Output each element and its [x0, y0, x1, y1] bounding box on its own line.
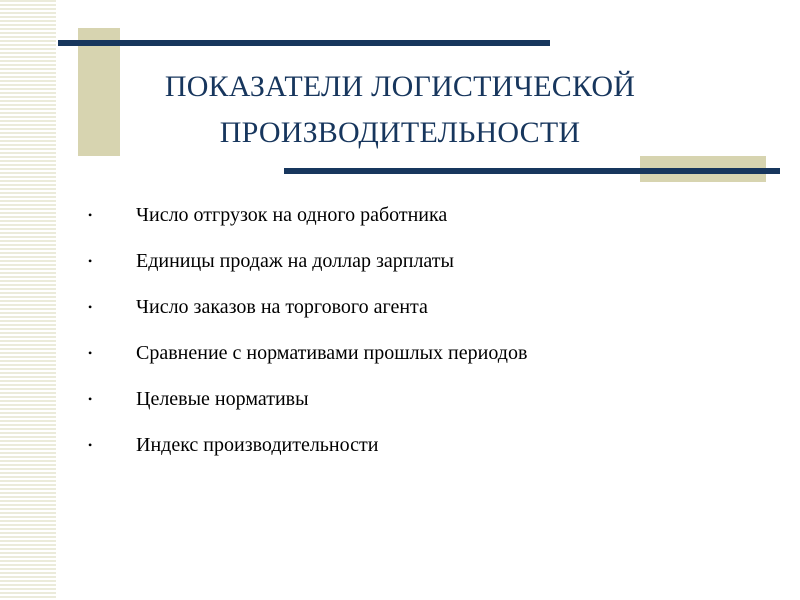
top-accent-bar	[58, 40, 550, 46]
bullet-text: Число отгрузок на одного работника	[136, 203, 448, 226]
bullet-marker-icon: •	[88, 253, 93, 268]
bullet-item	[88, 330, 527, 376]
bullet-marker-icon: •	[88, 391, 93, 406]
slide-title-line-2: ПРОИЗВОДИТЕЛЬНОСТИ	[219, 116, 581, 149]
bullet-marker-icon: •	[88, 345, 93, 360]
bullet-item	[88, 422, 527, 468]
slide-title-line-1: ПОКАЗАТЕЛИ ЛОГИСТИЧЕСКОЙ	[164, 70, 636, 103]
bullet-text: Единицы продаж на доллар зарплаты	[136, 249, 454, 272]
bullet-item	[88, 238, 527, 284]
bullet-item	[88, 376, 527, 422]
bullet-text: Индекс производительности	[136, 433, 379, 456]
bullet-marker-icon: •	[88, 437, 93, 452]
left-stripe-decoration	[0, 0, 56, 600]
bullet-marker-icon: •	[88, 299, 93, 314]
bullet-text: Число заказов на торгового агента	[136, 295, 428, 318]
bullet-item	[88, 284, 527, 330]
bullet-text: Сравнение с нормативами прошлых периодов	[136, 341, 528, 364]
top-accent-block	[78, 28, 120, 156]
bullet-item	[88, 192, 527, 238]
bullet-list	[88, 192, 527, 468]
bullet-text: Целевые нормативы	[136, 387, 309, 410]
slide-title	[120, 64, 680, 156]
bullet-marker-icon: •	[88, 207, 93, 222]
bottom-accent-bar	[284, 168, 780, 174]
